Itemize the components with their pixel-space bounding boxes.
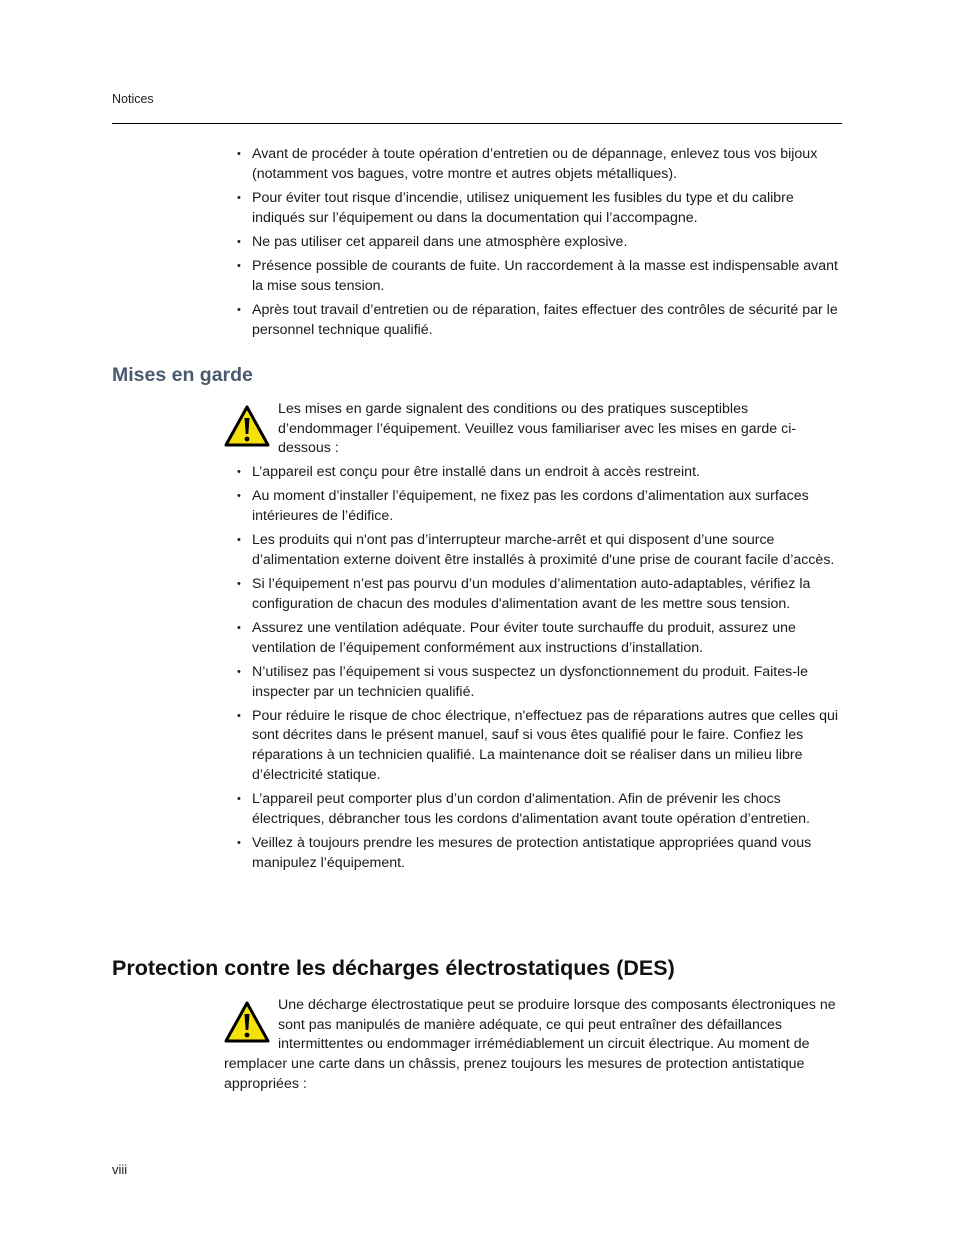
list-item: • Présence possible de courants de fuite. Un raccordement à la masse est indispensable avant la mise sous tension. — [236, 257, 842, 296]
des-caution-block — [224, 996, 839, 1095]
section-heading-mises-en-garde: Mises en garde — [112, 364, 253, 386]
list-item: • Au moment d’installer l’équipement, ne fixez pas les cordons d’alimentation aux surfaces intérieures de l’édifice. — [236, 487, 842, 526]
list-item: • Pour éviter tout risque d’incendie, utilisez uniquement les fusibles du type et du calibre indiqués sur l’équipement ou dans la documentation qui l’accompagne. — [236, 189, 842, 228]
warning-triangle-icon — [224, 404, 270, 448]
list-item: • Si l’équipement n’est pas pourvu d’un modules d’alimentation auto-adaptables, vérifiez la configuration de chacun des modules d'alimentation avant de les mettre sous tension. — [236, 575, 842, 614]
intro-bullet-list — [236, 145, 842, 345]
list-item: • Veillez à toujours prendre les mesures de protection antistatique appropriées quand vous manipulez l’équipement. — [236, 834, 842, 873]
section-heading-des: Protection contre les décharges électrostatiques (DES) — [112, 956, 675, 980]
list-item: • Après tout travail d’entretien ou de réparation, faites effectuer des contrôles de sécurité par le personnel technique qualifié. — [236, 301, 842, 340]
list-item: • Ne pas utiliser cet appareil dans une atmosphère explosive. — [236, 233, 842, 253]
running-head: Notices — [112, 92, 154, 106]
list-item: • Assurez une ventilation adéquate. Pour éviter toute surchauffe du produit, assurez une ventilation de l’équipement conformément aux instructions d’installation. — [236, 619, 842, 658]
caution-bullet-list — [236, 463, 842, 878]
des-caution-text: Une décharge électrostatique peut se produire lorsque des composants électroniques ne sont pas manipulés de manière adéquate, ce qui peut entraîner des défaillances intermittentes ou endommager irrémédiablement un circuit électrique. Au moment de remplacer une carte dans un châssis, prenez toujours les mesures de protection antistatique appropriées : — [224, 997, 836, 1092]
warning-triangle-icon — [224, 1000, 270, 1044]
caution-intro-text: Les mises en garde signalent des conditions ou des pratiques susceptibles d’endommager l’équipement. Veuillez vous familiariser avec les mises en garde ci-dessous : — [278, 401, 797, 457]
list-item: • Les produits qui n'ont pas d’interrupteur marche-arrêt et qui disposent d’une source d’alimentation externe doivent être installés à proximité d'une prise de courant facile d’accès. — [236, 531, 842, 570]
header-rule — [112, 123, 842, 124]
list-item: • N’utilisez pas l’équipement si vous suspectez un dysfonctionnement du produit. Faites-le inspecter par un technicien qualifié. — [236, 663, 842, 702]
list-item: • L’appareil peut comporter plus d’un cordon d'alimentation. Afin de prévenir les chocs électriques, débrancher tous les cordons d'alimentation avant toute opération d’entretien. — [236, 790, 842, 829]
list-item: • Pour réduire le risque de choc électrique, n'effectuez pas de réparations autres que celles qui sont décrites dans le présent manuel, sauf si vous êtes qualifié pour le faire. Confiez les réparations à un technicien qualifié. La maintenance doit se réaliser dans un milieu libre d’électricité statique. — [236, 707, 842, 786]
list-item: • L’appareil est conçu pour être installé dans un endroit à accès restreint. — [236, 463, 842, 483]
list-item: • Avant de procéder à toute opération d’entretien ou de dépannage, enlevez tous vos bijoux (notamment vos bagues, votre montre et autres objets métalliques). — [236, 145, 842, 184]
caution-block — [224, 400, 839, 459]
page-number: viii — [112, 1162, 128, 1177]
